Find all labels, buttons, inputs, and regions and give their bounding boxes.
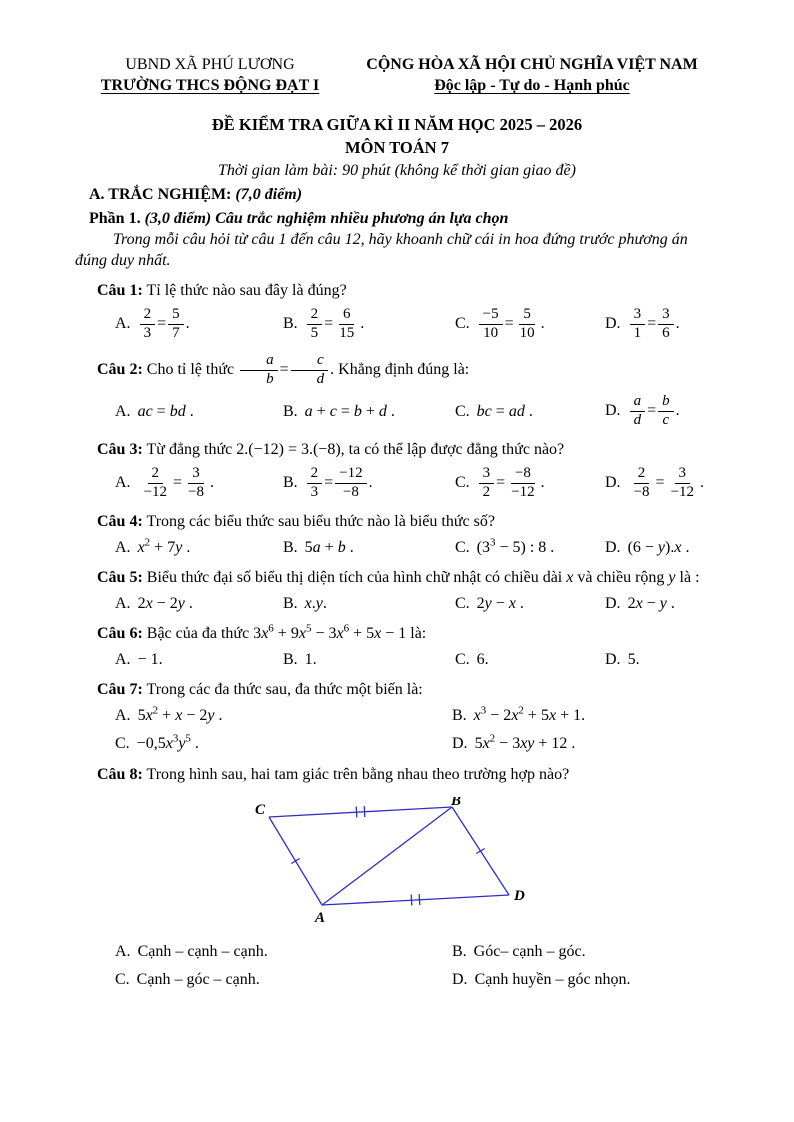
option-letter: B.	[283, 651, 298, 669]
question-text: Trong các biểu thức sau biểu thức nào là biểu thức số?	[146, 512, 495, 530]
option-value: $\frac{2}{3}$ = $\frac{-12}{-8}$ .	[305, 474, 373, 491]
options-row	[115, 393, 719, 430]
option-value: a + c = b + d .	[304, 403, 395, 421]
option-value: $\frac{2}{5}$ = $\frac{6}{15}$ .	[305, 315, 365, 332]
option-value: 6.	[476, 651, 489, 669]
options-row	[115, 593, 719, 614]
option-c	[115, 969, 452, 990]
option-value: Cạnh – cạnh – cạnh.	[137, 942, 268, 960]
section-a-heading	[89, 184, 719, 205]
option-value: $\frac{3}{2}$ = $\frac{-8}{-12}$ .	[477, 474, 545, 491]
option-value: 2x − 2y .	[137, 594, 193, 612]
option-value: $-0,5x^3y^5$ .	[136, 733, 199, 753]
option-letter: A.	[115, 594, 131, 612]
option-value: Cạnh huyền – góc nhọn.	[474, 970, 631, 988]
option-value: Cạnh – góc – cạnh.	[136, 970, 260, 988]
option-letter: D.	[605, 594, 621, 612]
option-value: $x^2 + 7y$ .	[137, 536, 191, 556]
question-label: Câu 8:	[97, 765, 143, 783]
question-1	[75, 280, 719, 343]
national-motto-block	[345, 54, 719, 96]
option-value: Góc– cạnh – góc.	[473, 942, 586, 960]
option-d	[605, 306, 719, 343]
options-grid	[115, 941, 719, 990]
option-d	[605, 649, 719, 670]
option-value: $\frac{a}{d}$ = $\frac{b}{c}$ .	[628, 402, 680, 419]
vertex-label-b: B	[451, 796, 462, 809]
option-letter: C.	[455, 315, 470, 333]
option-c	[455, 593, 605, 614]
question-text: Cho tỉ lệ thức $\frac{a}{b}$ = $\frac{c}{d}$ . Khẳng định đúng là:	[146, 351, 470, 387]
option-value: − 1.	[137, 651, 163, 669]
option-a	[115, 705, 452, 726]
question-3	[75, 439, 719, 502]
option-value: ac = bd .	[137, 403, 194, 421]
option-a	[115, 306, 283, 343]
options-row	[115, 537, 719, 558]
option-letter: A.	[115, 651, 131, 669]
option-letter: D.	[605, 473, 621, 491]
figure-lines	[269, 806, 509, 905]
question-text: Tỉ lệ thức nào sau đây là đúng?	[146, 282, 347, 300]
options-grid	[115, 705, 719, 754]
option-letter: B.	[283, 473, 298, 491]
option-d	[452, 733, 719, 754]
part-1-heading	[89, 208, 719, 229]
vertex-label-a: A	[315, 909, 326, 926]
option-c	[455, 649, 605, 670]
option-a	[115, 401, 283, 422]
question-label: Câu 3:	[97, 440, 143, 458]
option-b	[283, 401, 455, 422]
option-letter: C.	[115, 970, 130, 988]
option-b	[283, 306, 455, 343]
option-letter: A.	[115, 538, 131, 556]
option-letter: A.	[115, 403, 131, 421]
org-name-line1: UBND XÃ PHÚ LƯƠNG	[125, 56, 295, 73]
section-a-points: (7,0 điểm)	[235, 185, 303, 203]
option-letter: C.	[455, 594, 470, 612]
option-b	[283, 593, 455, 614]
option-value: bc = ad .	[476, 403, 533, 421]
question-label: Câu 7:	[97, 681, 143, 699]
question-label: Câu 4:	[97, 512, 143, 530]
option-value: 1.	[304, 651, 317, 669]
question-label: Câu 2:	[97, 360, 143, 378]
option-letter: B.	[452, 707, 467, 725]
option-c	[455, 401, 605, 422]
question-label: Câu 6:	[97, 624, 143, 642]
vertex-label-c: C	[254, 801, 265, 818]
question-6	[75, 623, 719, 670]
option-a	[115, 649, 283, 670]
document-header	[75, 54, 719, 96]
option-a	[115, 593, 283, 614]
question-label: Câu 5:	[97, 568, 143, 586]
option-b	[283, 465, 455, 502]
option-c	[455, 306, 605, 343]
option-value: 5.	[627, 651, 640, 669]
option-letter: B.	[283, 403, 298, 421]
options-row	[115, 649, 719, 670]
option-a	[115, 465, 283, 502]
option-value: x.y.	[304, 594, 327, 612]
option-b	[452, 941, 719, 962]
part-1-label: Phần 1.	[89, 209, 141, 227]
option-d	[605, 537, 719, 558]
option-value: $\frac{-5}{10}$ = $\frac{5}{10}$ .	[477, 315, 545, 332]
option-letter: B.	[283, 315, 298, 333]
school-name: TRƯỜNG THCS ĐỘNG ĐẠT I	[100, 77, 320, 95]
option-b	[283, 537, 455, 558]
option-letter: D.	[452, 735, 468, 753]
exam-title-block	[75, 114, 719, 181]
question-text: Trong các đa thức sau, đa thức một biến là:	[146, 681, 423, 699]
exam-subject: MÔN TOÁN 7	[345, 137, 449, 157]
option-value: $(3^3 - 5)$ : 8 .	[476, 536, 555, 556]
option-value: 5a + b .	[304, 538, 354, 556]
part-1-title: (3,0 điểm) Câu trắc nghiệm nhiều phương án lựa chọn	[140, 209, 509, 227]
option-value: $5x^2 + x - 2y$ .	[137, 704, 223, 725]
option-d	[605, 465, 719, 502]
option-a	[115, 941, 452, 962]
option-letter: C.	[455, 473, 470, 491]
question-text: Trong hình sau, hai tam giác trên bằng nhau theo trường hợp nào?	[146, 765, 570, 783]
issuing-org-block	[75, 54, 345, 96]
option-letter: B.	[283, 538, 298, 556]
national-motto: Độc lập - Tự do - Hạnh phúc	[434, 77, 630, 95]
question-8	[75, 764, 719, 990]
option-c	[115, 733, 452, 754]
option-value: $\frac{2}{-8}$ = $\frac{3}{-12}$ .	[633, 465, 705, 500]
exam-title: ĐỀ KIỂM TRA GIỮA KÌ II NĂM HỌC 2025 – 2026	[211, 115, 583, 135]
question-text: Bậc của đa thức $3x^6 + 9x^5 - 3x^6 + 5x - 1$ là:	[146, 622, 427, 642]
option-letter: D.	[605, 538, 621, 556]
question-4	[75, 511, 719, 558]
option-d	[605, 593, 719, 614]
option-letter: A.	[115, 315, 131, 333]
option-value: $5x^2 - 3xy + 12$ .	[474, 733, 576, 753]
option-value: 2x − y .	[627, 594, 675, 612]
option-c	[455, 465, 605, 502]
options-row	[115, 465, 719, 502]
question-2	[75, 352, 719, 430]
option-letter: C.	[455, 538, 470, 556]
option-letter: C.	[455, 651, 470, 669]
option-letter: A.	[115, 942, 131, 960]
option-letter: B.	[283, 594, 298, 612]
instruction-text: Trong mỗi câu hỏi từ câu 1 đến câu 12, hãy khoanh chữ cái in hoa đứng trước phương án đúng duy nhất.	[75, 231, 688, 270]
option-letter: D.	[605, 315, 621, 333]
question-label: Câu 1:	[97, 282, 143, 300]
option-c	[455, 537, 605, 558]
option-value: $\frac{3}{1}$ = $\frac{3}{6}$ .	[628, 315, 680, 332]
national-title: CỘNG HÒA XÃ HỘI CHỦ NGHĨA VIỆT NAM	[366, 56, 698, 73]
option-b	[452, 705, 719, 726]
option-value: $\frac{2}{-12}$ = $\frac{3}{-8}$ .	[143, 465, 215, 500]
option-letter: C.	[115, 735, 130, 753]
option-value: 2y − x .	[476, 594, 524, 612]
congruent-triangles-figure	[247, 797, 547, 929]
exam-duration: Thời gian làm bài: 90 phút (không kể thời gian giao đề)	[218, 161, 576, 179]
option-letter: B.	[452, 942, 467, 960]
option-letter: D.	[605, 651, 621, 669]
question-text: Từ đẳng thức 2.(−12) = 3.(−8), ta có thể lập được đẳng thức nào?	[146, 440, 565, 458]
option-a	[115, 537, 283, 558]
question-5	[75, 567, 719, 614]
option-d	[452, 969, 719, 990]
option-letter: A.	[115, 707, 131, 725]
question-text: Biểu thức đại số biểu thị diện tích của hình chữ nhật có chiều dài x và chiều rộng y là :	[146, 568, 700, 586]
option-value: $\frac{2}{3}$ = $\frac{5}{7}$ .	[138, 315, 190, 332]
question-7	[75, 679, 719, 754]
option-b	[283, 649, 455, 670]
option-letter: A.	[115, 473, 131, 491]
option-letter: D.	[452, 970, 468, 988]
option-letter: D.	[605, 402, 621, 420]
option-value: (6 − y).x .	[627, 538, 690, 556]
vertex-label-d: D	[514, 887, 525, 904]
option-d	[605, 393, 719, 430]
option-value: $x^3 - 2x^2 + 5x + 1$.	[473, 704, 586, 725]
figure-container	[75, 797, 719, 935]
option-letter: C.	[455, 403, 470, 421]
section-a-label: A. TRẮC NGHIỆM:	[89, 185, 236, 203]
options-row	[115, 306, 719, 343]
